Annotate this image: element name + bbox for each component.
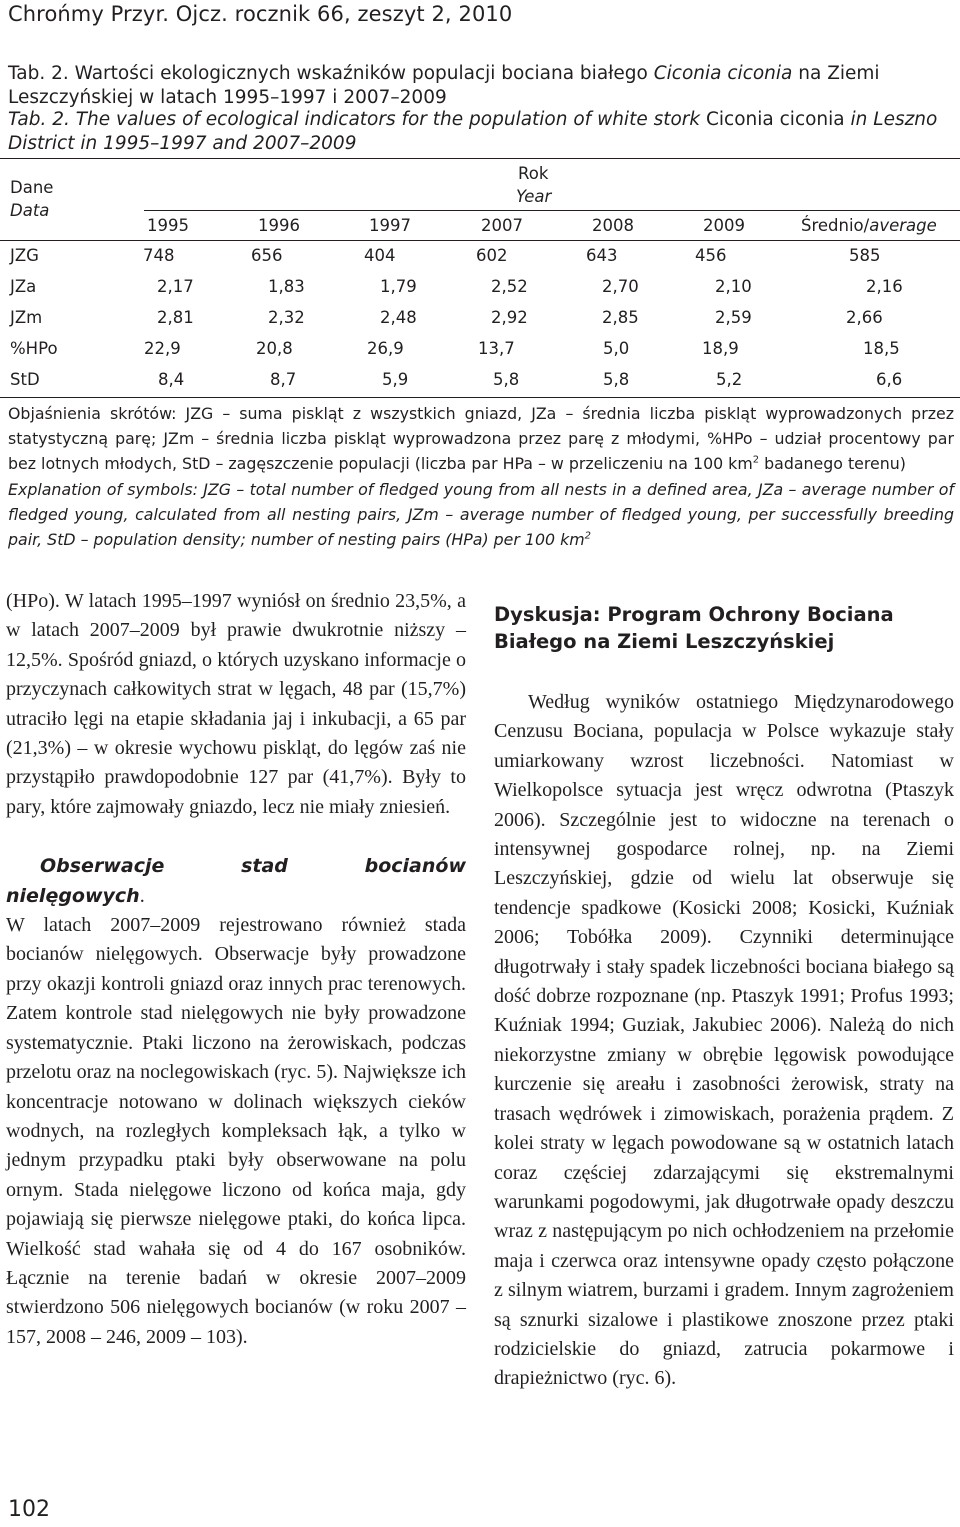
col-1996: 1996 (258, 216, 300, 235)
table-notes (8, 401, 954, 552)
left-paragraph-2-lead (6, 852, 466, 911)
row-label: JZG (10, 246, 39, 265)
col-2008: 2008 (592, 216, 634, 235)
table-cell: 8,7 (270, 370, 297, 389)
notes-en (8, 477, 954, 553)
table-cell: 20,8 (256, 339, 293, 358)
table-cell: 748 (143, 246, 175, 265)
col-average-pl: Średnio/ (801, 216, 870, 235)
notes-pl-text: Objaśnienia skrótów: JZG – suma piskląt z wszystkich gniazd, JZa – średnia liczba piskląt wyprowadzonych przez statystyczną parę; JZm – średnia liczba piskląt wyprowadzona przez parę z młodymi, %HPo – udział procentowy par bez lotnych młodych, StD – zagęszczenie populacji (liczba par HPa – w przeliczeniu na 100 km (8, 404, 954, 474)
table-caption-en (8, 108, 954, 156)
table-cell: 8,4 (158, 370, 185, 389)
row-label: JZm (10, 308, 43, 327)
table-row-jza (0, 277, 960, 305)
subheading-period: . (139, 884, 145, 907)
left-paragraph-1: (HPo). W latach 1995–1997 wyniósł on średnio 23,5%, a w latach 2007–2009 był prawie dwukrotnie niższy – 12,5%. Spośród gniazd, o których uzyskano informacje o przyczynach całkowitych strat w lęgach, 48 par (15,7%) utraciło lęgi na etapie składania jaj i inkubacji, a 65 par (21,3%) – w okresie wychowu piskląt, do lęgów zaś nie przystąpiło prawdopodobnie 127 par (41,7%). Były to pary, które zajmowały gniazdo, lecz nie miały zniesień. (6, 590, 466, 818)
table-cell: 5,9 (382, 370, 409, 389)
table-cell: 1,83 (268, 277, 305, 296)
notes-pl (8, 401, 954, 477)
table-cell: 585 (849, 246, 881, 265)
table-cell: 643 (586, 246, 618, 265)
table-row-jzg (0, 246, 960, 274)
table-top-rule (0, 158, 960, 159)
table-cell: 2,85 (602, 308, 639, 327)
caption-en-species: Ciconia ciconia (706, 109, 845, 130)
table-cell: 1,79 (380, 277, 417, 296)
header-bottom-rule (0, 240, 960, 241)
table-cell: 2,66 (846, 308, 883, 327)
section-subheading: Obserwacje stad bocianów nielęgowych (6, 855, 466, 907)
right-paragraph: Według wyników ostatniego Międzynarodowego Cenzusu Bociana, populacja w Polsce wykazuje stały umiarkowany wzrost liczebności. Natomiast w Wielkopolsce sytuacja jest wręcz odwrotna (Ptaszyk 2006). Szczególnie jest to widoczne na terenach o intensywnej gospodarce rolnej, np. na Ziemi Leszczyńskiej, gdzie od wielu lat obserwuje się tendencje spadkowe (Kosicki 2008; Kosicki, Kuźniak 2006; Tobółka 2009). Czynniki determinujące długotrwały i stały spadek liczebności bociana białego są dość dobrze rozpoznane (np. Ptaszyk 1991; Profus 1993; Kuźniak 1994; Guziak, Jakubiec 2006). Należą do nich niekorzystne zmiany w obrębie lęgowisk powodujące kurczenie się areału i zasobności żerowisk, straty na trasach wędrówek i zimowiskach, porażenia prądem. Z kolei straty w lęgach powodowane są w ostatnich latach coraz częściej zdarzającymi się ekstremalnymi warunkami pogodowymi, jak długotrwałe opady deszczu wraz z następującym po nich ochłodzeniem na przełomie maja i czerwca oraz intensywne opady często połączone z silnym wiatrem, burzami i gradem. Innym zagrożeniem są sznurki sizalowe i plastikowe znoszone przez ptaki rodzicielskie do gniazd, zatrucia pokarmowe i drapieżnictwo (ryc. 6). (494, 691, 954, 1390)
col-average-en: average (869, 216, 937, 235)
header-data-en: Data (10, 201, 50, 220)
table-cell: 5,8 (493, 370, 520, 389)
running-header: Chrońmy Przyr. Ojcz. rocznik 66, zeszyt 2, 2010 (8, 2, 513, 26)
left-column (6, 587, 466, 1352)
notes-en-sup: 2 (584, 530, 591, 542)
col-2009: 2009 (703, 216, 745, 235)
table-cell: 18,9 (702, 339, 739, 358)
col-average (801, 216, 937, 235)
table-cell: 5,2 (716, 370, 743, 389)
col-1995: 1995 (147, 216, 189, 235)
page-number: 102 (8, 1497, 50, 1522)
row-label: %HPo (10, 339, 58, 358)
caption-en-prefix: Tab. 2. The values of ecological indicators for the population of white stork (8, 109, 706, 130)
caption-en-suffix: in Leszno District in 1995–1997 and 2007–2009 (8, 109, 938, 154)
notes-pl-sup: 2 (752, 455, 760, 467)
table-cell: 2,17 (157, 277, 194, 296)
col-2007: 2007 (481, 216, 523, 235)
year-span-rule (144, 210, 960, 211)
caption-pl-prefix: Tab. 2. Wartości ekologicznych wskaźników populacji bociana białego (8, 63, 654, 84)
table-cell: 656 (251, 246, 283, 265)
table-cell: 2,16 (866, 277, 903, 296)
table-cell: 22,9 (144, 339, 181, 358)
table-cell: 456 (695, 246, 727, 265)
table-row-hpo (0, 339, 960, 367)
notes-en-text: Explanation of symbols: JZG – total number of fledged young from all nests in a defined area, JZa – average number of fledged young, calculated from all nesting pairs, JZm – average number of fledged young, per successfully breeding pair, StD – population density; number of nesting pairs (HPa) per 100 km (8, 479, 954, 550)
col-1997: 1997 (369, 216, 411, 235)
table-cell: 404 (364, 246, 396, 265)
table-cell: 6,6 (876, 370, 903, 389)
table-cell: 2,70 (602, 277, 639, 296)
table-cell: 2,10 (715, 277, 752, 296)
header-year-en: Year (516, 187, 552, 206)
table-cell: 2,59 (715, 308, 752, 327)
table-bottom-rule (0, 397, 960, 398)
table-cell: 26,9 (367, 339, 404, 358)
table-row-jzm (0, 308, 960, 336)
header-year-pl: Rok (518, 164, 549, 183)
table-caption-pl (8, 62, 954, 110)
table-cell: 2,52 (491, 277, 528, 296)
table-cell: 5,0 (603, 339, 630, 358)
table-cell: 5,8 (603, 370, 630, 389)
row-label: StD (10, 370, 40, 389)
table-cell: 602 (476, 246, 508, 265)
caption-pl-suffix: na Ziemi Leszczyńskiej w latach 1995–1997 i 2007–2009 (8, 63, 880, 108)
row-label: JZa (10, 277, 37, 296)
table-cell: 2,48 (380, 308, 417, 327)
header-data-pl: Dane (10, 178, 54, 197)
table-cell: 18,5 (863, 339, 900, 358)
table-cell: 13,7 (478, 339, 515, 358)
caption-pl-species: Ciconia ciconia (653, 63, 793, 84)
table-cell: 2,81 (157, 308, 194, 327)
table-row-std (0, 370, 960, 398)
section-title: Dyskusja: Program Ochrony Bociana Białego na Ziemi Leszczyńskiej (494, 603, 894, 653)
left-paragraph-2: W latach 2007–2009 rejestrowano również stada bocianów nielęgowych. Obserwacje były prowadzone przy okazji kontroli gniazd oraz innych prac terenowych. Zatem kontrole stad nielęgowych nie były prowadzone systematycznie. Ptaki liczono na żerowiskach, podczas przelotu oraz na noclegowiskach (ryc. 5). Największe ich koncentracje notowano w dolinach większych cieków wodnych, na rozległych kompleksach łąk, a tylko w jednym przypadku ptaki były obserwowane na polu ornym. Stada nielęgowe liczono od końca maja, gdy pojawiają się pierwsze nielęgowe ptaki, do końca lipca. Wielkość stad wahała się od 4 do 167 osobników. Łącznie na terenie badań w okresie 2007–2009 stwierdzono 506 nielęgowych bocianów (w roku 2007 – 157, 2008 – 246, 2009 – 103). (6, 914, 466, 1348)
right-column (494, 601, 954, 1394)
table-cell: 2,32 (268, 308, 305, 327)
table-cell: 2,92 (491, 308, 528, 327)
notes-pl-end: badanego terenu) (759, 454, 906, 474)
